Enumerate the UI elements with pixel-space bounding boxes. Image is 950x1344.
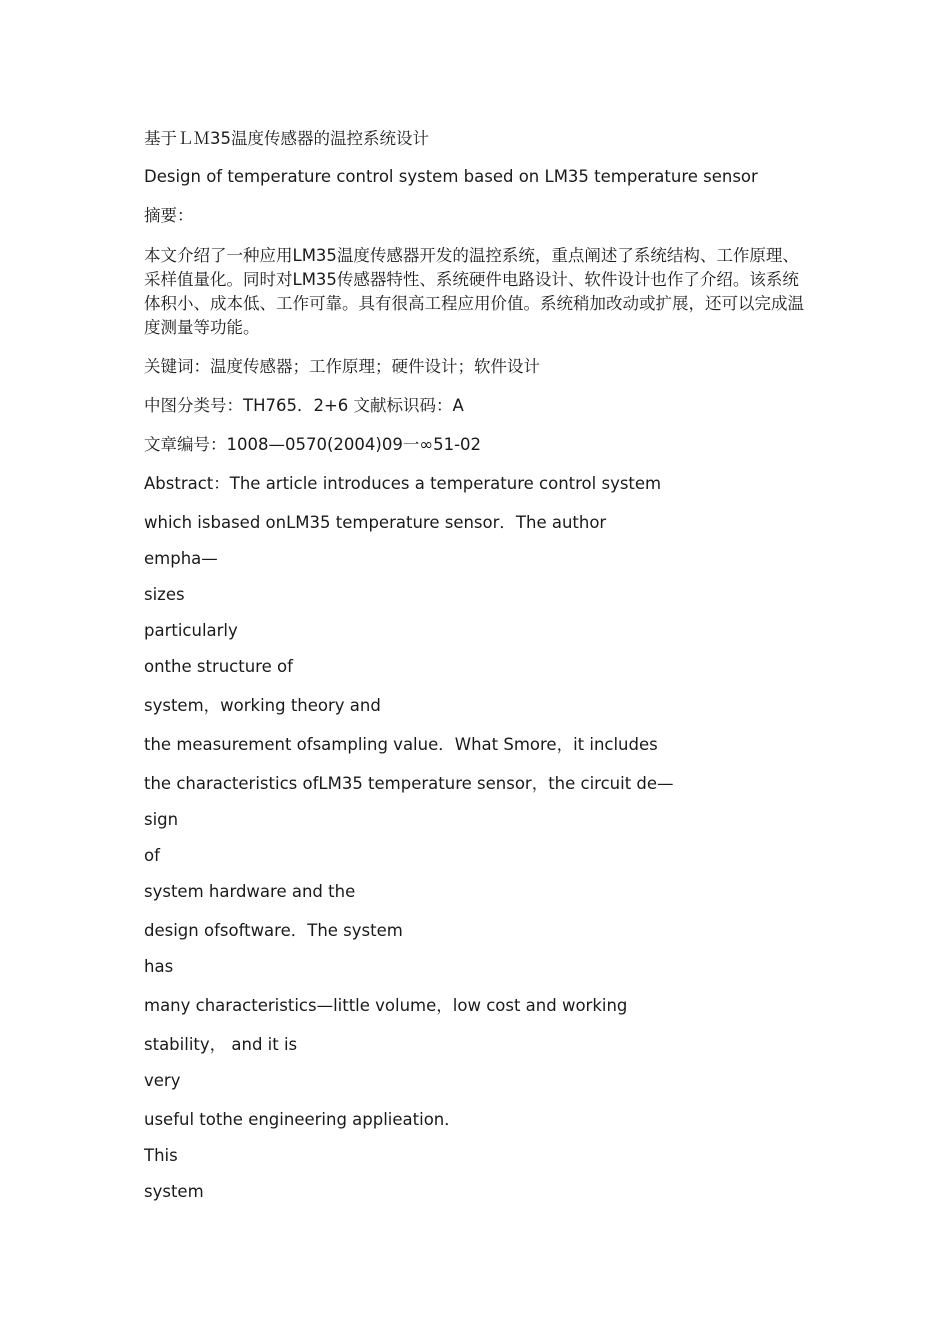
abstract-en-line: has: [144, 957, 174, 976]
abstract-en-line: system，working theory and: [144, 696, 381, 715]
title-english: Design of temperature control system based on LM35 temperature sensor: [144, 167, 758, 186]
keywords: 关键词：温度传感器；工作原理；硬件设计；软件设计: [144, 357, 540, 376]
title-chinese: 基于ＬＭ35温度传感器的温控系统设计: [144, 129, 429, 148]
abstract-english: [144, 473, 809, 1203]
abstract-en-line: of: [144, 846, 160, 865]
abstract-en-line: stability， and it is: [144, 1035, 298, 1054]
abstract-en-line: This: [144, 1146, 178, 1165]
article-number: 文章编号：1008—0570(2004)09一∞51-02: [144, 435, 482, 454]
abstract-en-line: empha—: [144, 549, 218, 568]
abstract-en-line: design ofsoftware．The system: [144, 921, 403, 940]
abstract-en-line: sizes: [144, 585, 185, 604]
abstract-en-line: particularly: [144, 621, 238, 640]
abstract-en-line: the characteristics ofLM35 temperature sensor，the circuit de—: [144, 774, 674, 793]
abstract-en-line: sign: [144, 810, 179, 829]
abstract-en-line: useful tothe engineering applieation．: [144, 1110, 461, 1129]
abstract-en-line: Abstract：The article introduces a temperature control system: [144, 474, 662, 493]
abstract-en-line: system hardware and the: [144, 882, 356, 901]
abstract-en-line: which isbased onLM35 temperature sensor．The author: [144, 513, 607, 532]
abstract-en-line: many characteristics—little volume，low cost and working: [144, 996, 628, 1015]
abstract-label: 摘要：: [144, 206, 194, 225]
abstract-en-line: system: [144, 1182, 204, 1201]
abstract-en-line: the measurement ofsampling value．What Smore，it includes: [144, 735, 658, 754]
abstract-chinese: 本文介绍了一种应用LM35温度传感器开发的温控系统，重点阐述了系统结构、工作原理、采样值量化。同时对LM35传感器特性、系统硬件电路设计、软件设计也作了介绍。该系统体积小、成本低、工作可靠。具有很高工程应用价值。系统稍加改动或扩展，还可以完成温度测量等功能。: [144, 246, 804, 337]
document-body: [144, 128, 809, 1203]
classification-number: 中图分类号：TH765．2+6 文献标识码：A: [144, 396, 464, 415]
abstract-en-line: onthe structure of: [144, 657, 293, 676]
abstract-en-line: very: [144, 1071, 181, 1090]
